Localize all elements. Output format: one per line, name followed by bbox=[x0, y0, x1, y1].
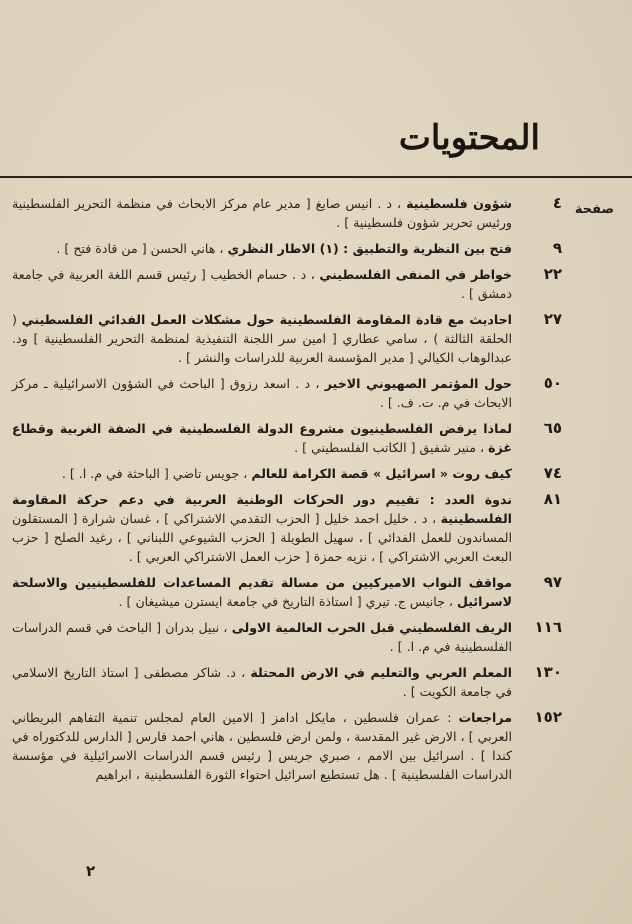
toc-entry-title: الريف الفلسطيني قبل الحرب العالمية الاولى bbox=[231, 620, 512, 635]
toc-entry-details: ، نبيل بدران [ الباحث في قسم الدراسات الفلسطينية في م. ا. ] . bbox=[12, 620, 512, 654]
toc-entry-details: ، هاني الحسن [ من قادة فتح ] . bbox=[56, 241, 228, 256]
toc-entry-title: كيف روت « اسرائيل » قصة الكرامة للعالم bbox=[251, 466, 512, 481]
toc-page-number: ٦٥ bbox=[543, 419, 562, 437]
toc-entry bbox=[0, 374, 632, 412]
toc-entry-title: ندوة العدد : تقييم دور الحركات الوطنية العربية في دعم حركة المقاومة الفلسطينية bbox=[12, 492, 512, 526]
toc-entry-text bbox=[12, 708, 512, 784]
toc-entry-text bbox=[12, 490, 512, 566]
toc-page-number: ٤ bbox=[552, 194, 562, 212]
toc-entry-details: ، جويس تاضي [ الباحثة في م. ا. ] . bbox=[61, 466, 252, 481]
toc-entry-text bbox=[12, 573, 512, 611]
toc-entry-title: لماذا يرفض الفلسطينيون مشروع الدولة الفلسطينية في الضفة الغربية وقطاع غزة bbox=[12, 421, 512, 455]
toc-entry bbox=[0, 419, 632, 457]
toc-entry bbox=[0, 239, 632, 258]
toc-entry bbox=[0, 194, 632, 232]
toc-entry-title: المعلم العربي والتعليم في الارض المحتلة bbox=[250, 665, 512, 680]
toc-page-number: ٨١ bbox=[543, 490, 562, 508]
toc-entry-text bbox=[12, 419, 512, 457]
header-divider bbox=[0, 176, 632, 178]
toc-entry-details: ، منير شفيق [ الكاتب الفلسطيني ] . bbox=[294, 440, 489, 455]
toc-page-number: ٩ bbox=[552, 239, 562, 257]
toc-entry-title: مواقف النواب الاميركيين من مسالة تقديم المساعدات للفلسطينيين والاسلحة لاسرائيل bbox=[12, 575, 512, 609]
toc-entry-text bbox=[12, 618, 512, 656]
toc-entry-title: حول المؤتمر الصهيوني الاخير bbox=[324, 376, 512, 391]
toc-entry-details: ، د . خليل احمد خليل [ الحزب التقدمي الاشتراكي ] ، غسان شرارة [ المستقلون المساندون للعمل الفدائي ] ، سهيل الطويلة [ الحزب الشيوعي اللبناني ] ، رغيد الصلح [ حزب البعث العربي الاشتراكي ] ، نزيه حمزة [ حزب العمل الاشتراكي العربي ] . bbox=[12, 511, 512, 564]
toc-entry-text bbox=[12, 265, 512, 303]
toc-entry-title: مراجعات bbox=[458, 710, 512, 725]
toc-entry-details: : عمران فلسطين ، مايكل ادامز [ الامين العام لمجلس تنمية التفاهم البريطاني العربي ] ، الارض غير المقدسة ، ولمن ارض فلسطين ، هاني احمد فارس [ الدارس للدكتوراه في كندا ] . اسرائيل بين الامم ، صبري جريس [ رئيس قسم الدراسات الاسرائيلية في مؤسسة الدراسات الفلسطينية ] . هل تستطيع اسرائيل احتواء الثورة الفلسطينية ، ابراهيم bbox=[12, 710, 512, 782]
toc-entry bbox=[0, 573, 632, 611]
toc-entry-text bbox=[12, 464, 512, 483]
page-number: ٢ bbox=[86, 862, 96, 880]
toc-page-number: ١١٦ bbox=[534, 618, 562, 636]
toc-page-number: ١٥٢ bbox=[534, 708, 562, 726]
toc-entry bbox=[0, 265, 632, 303]
toc-entry-title: احاديث مع قادة المقاومة الفلسطينية حول مشكلات العمل الفدائي الفلسطيني bbox=[21, 312, 512, 327]
toc-entry-details: ، د . حسام الخطيب [ رئيس قسم اللغة العربية في جامعة دمشق ] . bbox=[12, 267, 512, 301]
toc-entry-text bbox=[12, 194, 512, 232]
toc-entry bbox=[0, 708, 632, 784]
toc-entry-details: ، د. شاكر مصطفى [ استاذ التاريخ الاسلامي في جامعة الكويت ] . bbox=[12, 665, 512, 699]
toc-entry-details: ، د . انيس صايغ [ مدير عام مركز الابحاث في منظمة التحرير الفلسطينية ورئيس تحرير شؤون فلسطينية ] . bbox=[12, 196, 512, 230]
toc-entry-title: خواطر في المنفى الفلسطيني bbox=[319, 267, 512, 282]
toc-entry-text bbox=[12, 663, 512, 701]
toc-entry-details: ( الحلقة الثالثة ) ، سامي عطاري [ امين سر اللجنة التنفيذية لمنظمة التحرير الفلسطينية ] ود. عبدالوهاب الكيالي [ مدير المؤسسة العربية للدراسات والنشر ] . bbox=[12, 312, 512, 365]
toc-entry bbox=[0, 310, 632, 367]
toc-page-number: ٢٢ bbox=[543, 265, 562, 283]
table-of-contents bbox=[0, 194, 632, 791]
toc-entry-text bbox=[12, 239, 512, 258]
toc-entry-title: شؤون فلسطينية bbox=[406, 196, 512, 211]
toc-page-number: ٥٠ bbox=[543, 374, 562, 392]
toc-entry bbox=[0, 464, 632, 483]
toc-entry-details: ، د . اسعد رزوق [ الباحث في الشؤون الاسرائيلية ـ مركز الابحاث في م. ت. ف. ] . bbox=[12, 376, 512, 410]
toc-page-number: ٩٧ bbox=[543, 573, 562, 591]
page-title: المحتويات bbox=[398, 118, 540, 158]
page-column-label: صفحة bbox=[574, 202, 614, 217]
toc-entry bbox=[0, 663, 632, 701]
toc-entry bbox=[0, 490, 632, 566]
toc-page-number: ٢٧ bbox=[543, 310, 562, 328]
toc-page-number: ٧٤ bbox=[543, 464, 562, 482]
toc-page-number: ١٣٠ bbox=[534, 663, 562, 681]
toc-entry-title: فتح بين النظرية والتطبيق : (١) الاطار النظري bbox=[227, 241, 512, 256]
toc-entry-text bbox=[12, 374, 512, 412]
toc-entry-details: ، جانيس ج. تيري [ استاذة التاريخ في جامعة ايسترن ميشيغان ] . bbox=[118, 594, 457, 609]
toc-entry bbox=[0, 618, 632, 656]
toc-entry-text bbox=[12, 310, 512, 367]
